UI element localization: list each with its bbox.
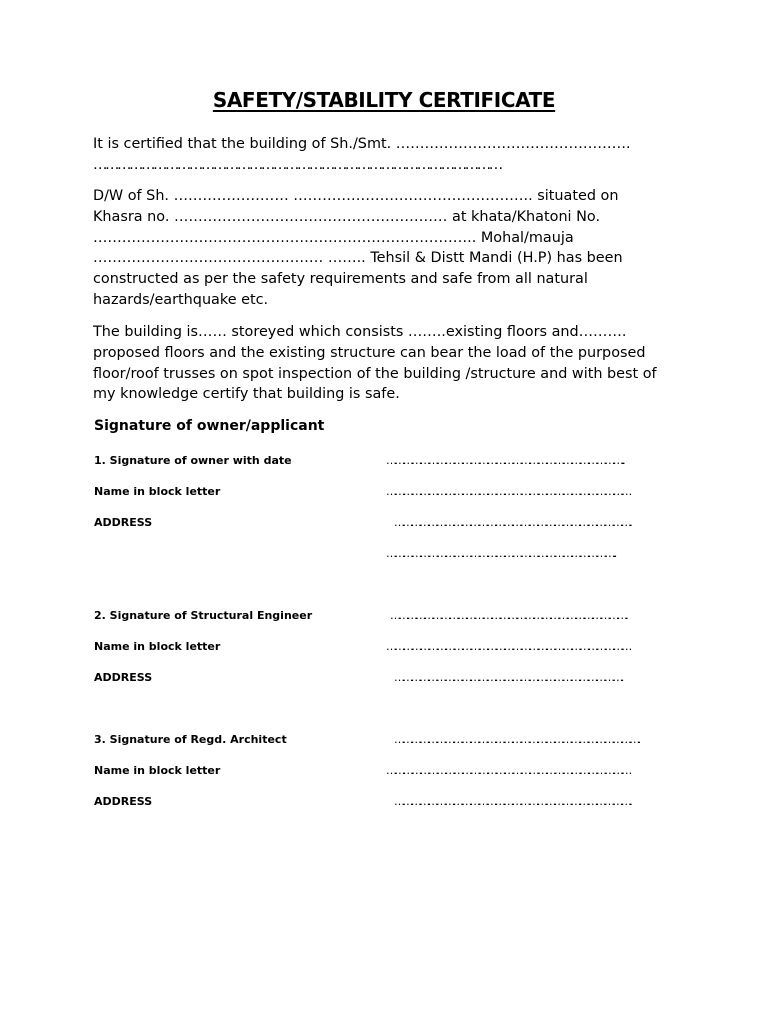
owner-address-line-1: ………………………………………………………………………….	[394, 516, 631, 529]
engineer-address-label: ADDRESS	[94, 671, 153, 684]
owner-signature-label: 1. Signature of owner with date	[94, 454, 292, 467]
body-line-9: The building is…… storeyed which consists ……..existing floors and……….	[93, 324, 627, 340]
engineer-name-label: Name in block letter	[94, 640, 221, 653]
owner-name-label: Name in block letter	[94, 485, 221, 498]
architect-address-label: ADDRESS	[94, 795, 153, 808]
engineer-address-line: ……………………………………………………………………….	[394, 671, 622, 684]
engineer-name-line: ……………………………………………………………………………	[386, 640, 630, 653]
owner-signature-line: …………………………………………………………………………..	[386, 454, 623, 467]
body-line-5: …………………………………………………………………….. Mohal/mauja	[93, 230, 574, 246]
engineer-signature-label: 2. Signature of Structural Engineer	[94, 609, 313, 622]
owner-address-label: ADDRESS	[94, 516, 153, 529]
body-line-12: my knowledge certify that building is safe.	[93, 386, 400, 402]
architect-signature-line: …………………………………………………………………………….	[394, 733, 639, 746]
body-line-11: floor/roof trusses on spot inspection of the building /structure and with best of	[93, 366, 657, 382]
architect-address-line: ………………………………………………………………………….	[394, 795, 631, 808]
body-line-8: hazards/earthquake etc.	[93, 292, 269, 308]
signature-heading: Signature of owner/applicant	[94, 418, 325, 434]
owner-address-line-2: ………………………………………………………………………..	[386, 547, 615, 560]
body-line-6: ………………………………………… …….. Tehsil & Distt Mandi (H.P) has been	[93, 250, 623, 266]
architect-name-label: Name in block letter	[94, 764, 221, 777]
body-line-10: proposed floors and the existing structure can bear the load of the purposed	[93, 345, 646, 361]
body-line-2: …………………………………………………………………………………………	[93, 157, 501, 173]
body-line-3: D/W of Sh. …………………… ………………………………………….. situated on	[93, 188, 619, 204]
body-line-7: constructed as per the safety requirements and safe from all natural	[93, 271, 588, 287]
engineer-signature-line: ………………………………………………………………………….	[390, 609, 627, 622]
body-line-1: It is certified that the building of Sh./Smt. ………………………………………….	[93, 136, 631, 152]
owner-name-line: ……………………………………………………………………………	[386, 485, 630, 498]
certificate-title: SAFETY/STABILITY CERTIFICATE	[212, 88, 556, 112]
architect-name-line: ……………………………………………………………………………	[386, 764, 630, 777]
architect-signature-label: 3. Signature of Regd. Architect	[94, 733, 287, 746]
body-line-4: Khasra no. ………………………………………………… at khata/Khatoni No.	[93, 209, 601, 225]
